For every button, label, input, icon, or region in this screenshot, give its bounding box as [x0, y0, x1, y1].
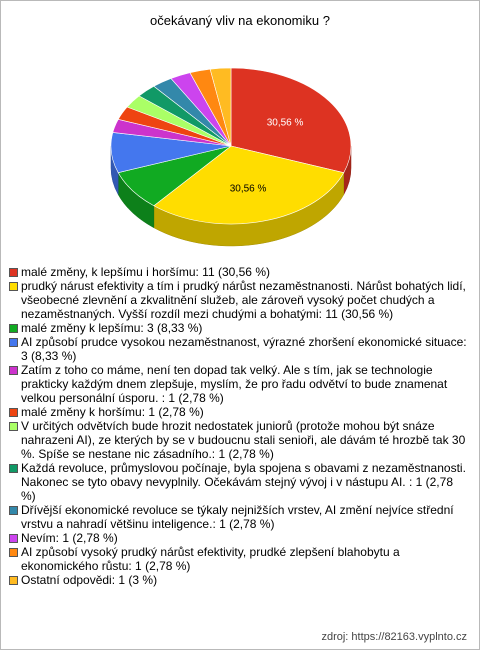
- legend-swatch: [9, 408, 18, 417]
- chart-title: očekávaný vliv na ekonomiku ?: [150, 13, 330, 28]
- legend-swatch: [9, 268, 18, 277]
- legend-label: prudký nárust efektivity a tím i prudký nárůst nezaměstnanosti. Nárůst bohatých lidí, všeobecné zlevnění a zkvalitnění služeb, ale zároveň vysoký počet chudých a nezaměstnaných. Vyšší rozdíl mezi chudými a bohatými: 11 (30,56 %): [21, 279, 466, 321]
- legend-swatch: [9, 548, 18, 557]
- legend-swatch: [9, 282, 18, 291]
- legend-label: Nevím: 1 (2,78 %): [21, 531, 118, 545]
- legend: [9, 265, 469, 587]
- legend-label: AI způsobí vysoký prudký nárůst efektivity, prudké zlepšení blahobytu a ekonomického růstu: 1 (2,78 %): [21, 545, 400, 573]
- legend-item: [9, 321, 469, 335]
- legend-swatch: [9, 324, 18, 333]
- legend-label: Každá revoluce, průmyslovou počínaje, byla spojena s obavami z nezaměstnanosti. Nakonec se tyto obavy nevyplnily. Očekávám stejný vývoj i v nástupu AI. : 1 (2,78 %): [21, 461, 466, 503]
- legend-swatch: [9, 338, 18, 347]
- legend-item: [9, 265, 469, 279]
- legend-label: Zatím z toho co máme, není ten dopad tak velký. Ale s tím, jak se technologie prakticky každým dnem zlepšuje, myslím, že pro řadu odvětví to bude znamenat velkou personální úsporu. : 1 (2,78 %): [21, 363, 448, 405]
- slice-percent-label: 30,56 %: [266, 117, 304, 129]
- legend-label: malé změny, k lepšímu i horšímu: 11 (30,56 %): [21, 265, 270, 279]
- slice-percent-label: 30,56 %: [229, 183, 267, 195]
- legend-item: [9, 363, 469, 405]
- legend-label: Dřívější ekonomické revoluce se týkaly nejnižších vrstev, AI změní nejvíce střední vrstvu a nahradí většinu inteligence.: 1 (2,78 %): [21, 503, 454, 531]
- legend-item: [9, 531, 469, 545]
- pie-chart: [1, 41, 479, 261]
- legend-label: malé změny k horšímu: 1 (2,78 %): [21, 405, 204, 419]
- legend-label: Ostatní odpovědi: 1 (3 %): [21, 573, 158, 587]
- legend-item: [9, 419, 469, 461]
- legend-label: AI způsobí prudce vysokou nezaměstnanost, výrazné zhoršení ekonomické situace: 3 (8,33 %): [21, 335, 467, 363]
- legend-label: malé změny k lepšímu: 3 (8,33 %): [21, 321, 203, 335]
- legend-item: [9, 503, 469, 531]
- legend-label: V určitých odvětvích bude hrozit nedostatek juniorů (protože mohou být snáze nahrazeni AI), ze kterých by se v budoucnu stali senioři, ale dávám té hrozbě tak 30 %. Spíše se nestane nic zásadního.: 1 (2,78 %): [21, 419, 466, 461]
- legend-item: [9, 573, 469, 587]
- legend-swatch: [9, 506, 18, 515]
- legend-swatch: [9, 576, 18, 585]
- legend-item: [9, 335, 469, 363]
- legend-swatch: [9, 464, 18, 473]
- legend-swatch: [9, 534, 18, 543]
- source-note: zdroj: https://82163.vyplnto.cz: [321, 631, 467, 643]
- legend-item: [9, 279, 469, 321]
- legend-swatch: [9, 366, 18, 375]
- legend-item: [9, 405, 469, 419]
- legend-item: [9, 461, 469, 503]
- legend-swatch: [9, 422, 18, 431]
- legend-item: [9, 545, 469, 573]
